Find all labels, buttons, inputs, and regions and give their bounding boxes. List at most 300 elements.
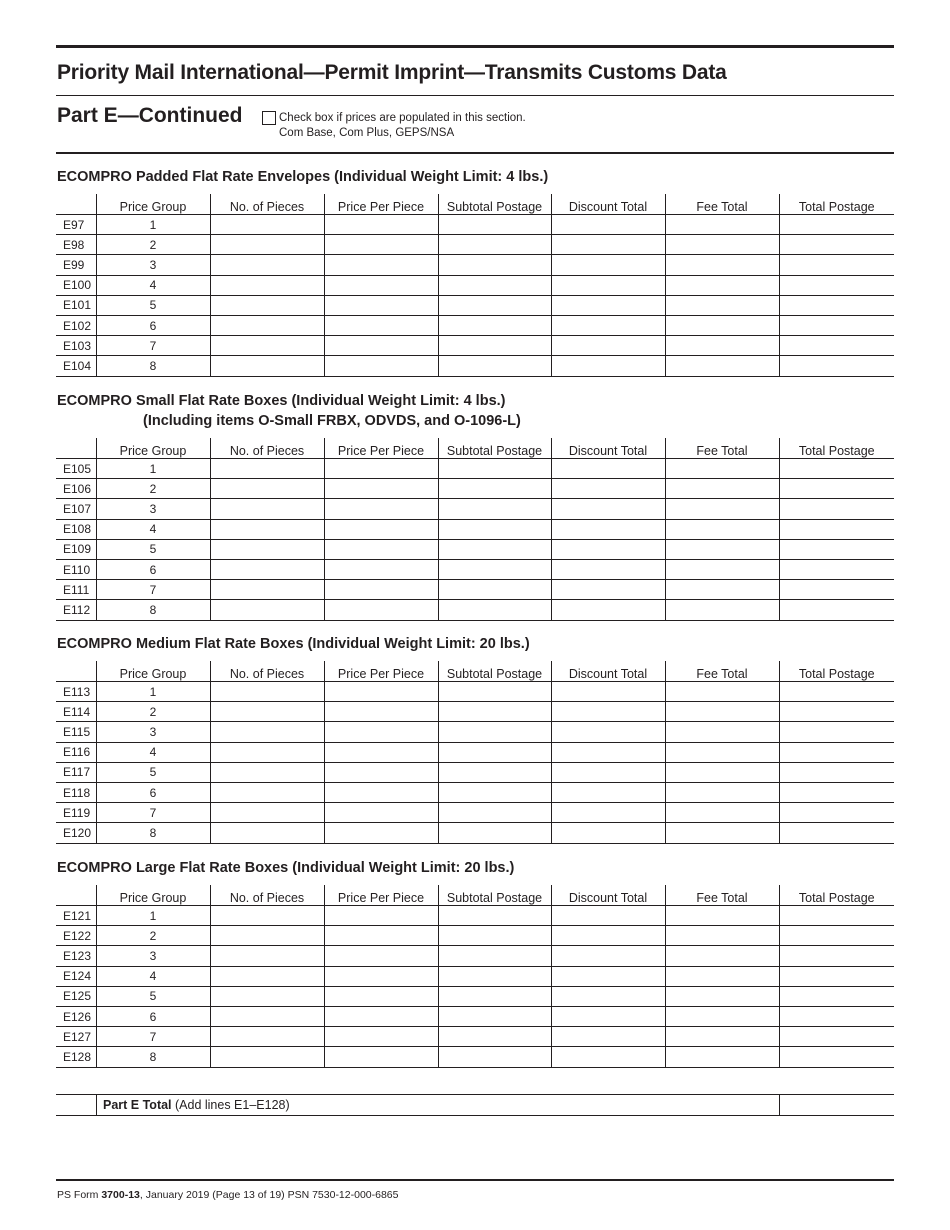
price-per-piece-cell[interactable]	[324, 702, 438, 722]
price-per-piece-cell[interactable]	[324, 580, 438, 600]
price-per-piece-cell[interactable]	[324, 295, 438, 315]
footer-form-number: 3700-13	[101, 1189, 140, 1201]
subtotal-postage-cell[interactable]	[438, 966, 551, 986]
column-header: Price Group	[96, 661, 210, 682]
column-header: No. of Pieces	[210, 194, 324, 215]
subtotal-postage-cell[interactable]	[438, 946, 551, 966]
pieces-cell[interactable]	[210, 519, 324, 539]
discount-total-cell[interactable]	[551, 1027, 665, 1047]
column-header: Price Per Piece	[324, 194, 438, 215]
line-number: E106	[56, 479, 96, 499]
total-value-cell[interactable]	[779, 1095, 780, 1115]
table-row	[56, 823, 894, 843]
pieces-cell[interactable]	[210, 559, 324, 579]
pieces-cell[interactable]	[210, 782, 324, 802]
line-number: E125	[56, 986, 96, 1006]
price-group: 1	[96, 215, 210, 235]
total-postage-cell[interactable]	[779, 906, 894, 926]
discount-total-cell[interactable]	[551, 479, 665, 499]
price-group: 3	[96, 255, 210, 275]
line-number: E126	[56, 1006, 96, 1026]
subtotal-postage-cell[interactable]	[438, 762, 551, 782]
discount-total-cell[interactable]	[551, 1006, 665, 1026]
fee-total-cell[interactable]	[665, 255, 779, 275]
pieces-cell[interactable]	[210, 215, 324, 235]
subtotal-postage-cell[interactable]	[438, 702, 551, 722]
header-blank	[56, 194, 96, 215]
subtotal-postage-cell[interactable]	[438, 275, 551, 295]
fee-total-cell[interactable]	[665, 499, 779, 519]
subtotal-postage-cell[interactable]	[438, 356, 551, 376]
pieces-cell[interactable]	[210, 275, 324, 295]
price-per-piece-cell[interactable]	[324, 356, 438, 376]
subtotal-postage-cell[interactable]	[438, 580, 551, 600]
discount-total-cell[interactable]	[551, 519, 665, 539]
section-title: ECOMPRO Large Flat Rate Boxes (Individual Weight Limit: 20 lbs.)	[57, 860, 515, 876]
fee-total-cell[interactable]	[665, 600, 779, 620]
price-group: 2	[96, 479, 210, 499]
column-header: No. of Pieces	[210, 885, 324, 906]
price-group: 8	[96, 823, 210, 843]
price-group: 8	[96, 600, 210, 620]
total-postage-cell[interactable]	[779, 823, 894, 843]
subtotal-postage-cell[interactable]	[438, 1006, 551, 1026]
fee-total-cell[interactable]	[665, 722, 779, 742]
line-number: E98	[56, 235, 96, 255]
fee-total-cell[interactable]	[665, 315, 779, 335]
section-subtitle: (Including items O-Small FRBX, ODVDS, and O-1096-L)	[143, 413, 521, 429]
subtotal-postage-cell[interactable]	[438, 803, 551, 823]
pieces-cell[interactable]	[210, 580, 324, 600]
column-header: Price Per Piece	[324, 438, 438, 459]
footer-rule	[56, 1179, 894, 1181]
price-group: 1	[96, 682, 210, 702]
total-postage-cell[interactable]	[779, 600, 894, 620]
total-postage-cell[interactable]	[779, 580, 894, 600]
fee-total-cell[interactable]	[665, 926, 779, 946]
fee-total-cell[interactable]	[665, 986, 779, 1006]
total-postage-cell[interactable]	[779, 966, 894, 986]
pieces-cell[interactable]	[210, 315, 324, 335]
total-postage-cell[interactable]	[779, 722, 894, 742]
fee-total-cell[interactable]	[665, 702, 779, 722]
subtotal-postage-cell[interactable]	[438, 926, 551, 946]
subtotal-postage-cell[interactable]	[438, 295, 551, 315]
price-group: 2	[96, 702, 210, 722]
fee-total-cell[interactable]	[665, 235, 779, 255]
section-title: ECOMPRO Padded Flat Rate Envelopes (Individual Weight Limit: 4 lbs.)	[57, 169, 549, 185]
column-header: Fee Total	[665, 661, 779, 682]
price-group: 4	[96, 742, 210, 762]
fee-total-cell[interactable]	[665, 336, 779, 356]
price-per-piece-cell[interactable]	[324, 519, 438, 539]
total-postage-cell[interactable]	[779, 946, 894, 966]
header-blank	[56, 438, 96, 459]
price-per-piece-cell[interactable]	[324, 782, 438, 802]
total-postage-cell[interactable]	[779, 742, 894, 762]
subtotal-postage-cell[interactable]	[438, 215, 551, 235]
line-number: E124	[56, 966, 96, 986]
discount-total-cell[interactable]	[551, 215, 665, 235]
subtotal-postage-cell[interactable]	[438, 682, 551, 702]
total-postage-cell[interactable]	[779, 356, 894, 376]
price-per-piece-cell[interactable]	[324, 600, 438, 620]
column-header: Total Postage	[779, 438, 894, 459]
subtotal-postage-cell[interactable]	[438, 559, 551, 579]
total-postage-cell[interactable]	[779, 539, 894, 559]
total-postage-cell[interactable]	[779, 499, 894, 519]
table-row	[56, 722, 894, 742]
line-number: E104	[56, 356, 96, 376]
price-group: 7	[96, 803, 210, 823]
fee-total-cell[interactable]	[665, 823, 779, 843]
subtotal-postage-cell[interactable]	[438, 479, 551, 499]
discount-total-cell[interactable]	[551, 499, 665, 519]
total-postage-cell[interactable]	[779, 986, 894, 1006]
pieces-cell[interactable]	[210, 1027, 324, 1047]
column-header: Discount Total	[551, 885, 665, 906]
price-per-piece-cell[interactable]	[324, 255, 438, 275]
total-postage-cell[interactable]	[779, 459, 894, 479]
subtotal-postage-cell[interactable]	[438, 255, 551, 275]
subtotal-postage-cell[interactable]	[438, 539, 551, 559]
pieces-cell[interactable]	[210, 255, 324, 275]
line-number: E110	[56, 559, 96, 579]
pieces-cell[interactable]	[210, 823, 324, 843]
fee-total-cell[interactable]	[665, 559, 779, 579]
total-postage-cell[interactable]	[779, 215, 894, 235]
fee-total-cell[interactable]	[665, 275, 779, 295]
discount-total-cell[interactable]	[551, 600, 665, 620]
price-per-piece-cell[interactable]	[324, 946, 438, 966]
discount-total-cell[interactable]	[551, 722, 665, 742]
total-postage-cell[interactable]	[779, 336, 894, 356]
subtotal-postage-cell[interactable]	[438, 459, 551, 479]
discount-total-cell[interactable]	[551, 926, 665, 946]
price-per-piece-cell[interactable]	[324, 499, 438, 519]
discount-total-cell[interactable]	[551, 782, 665, 802]
total-postage-cell[interactable]	[779, 1027, 894, 1047]
total-postage-cell[interactable]	[779, 1006, 894, 1026]
price-per-piece-cell[interactable]	[324, 539, 438, 559]
table-row	[56, 966, 894, 986]
discount-total-cell[interactable]	[551, 539, 665, 559]
line-number: E97	[56, 215, 96, 235]
price-per-piece-cell[interactable]	[324, 682, 438, 702]
line-number: E111	[56, 580, 96, 600]
price-group: 6	[96, 1006, 210, 1026]
subtotal-postage-cell[interactable]	[438, 782, 551, 802]
checkbox-label	[279, 111, 526, 141]
price-per-piece-cell[interactable]	[324, 906, 438, 926]
price-group: 5	[96, 986, 210, 1006]
line-number: E127	[56, 1027, 96, 1047]
fee-total-cell[interactable]	[665, 742, 779, 762]
column-header: Subtotal Postage	[438, 438, 551, 459]
total-postage-cell[interactable]	[779, 762, 894, 782]
table-row	[56, 600, 894, 620]
subtotal-postage-cell[interactable]	[438, 315, 551, 335]
line-number: E128	[56, 1047, 96, 1067]
discount-total-cell[interactable]	[551, 275, 665, 295]
discount-total-cell[interactable]	[551, 986, 665, 1006]
discount-total-cell[interactable]	[551, 946, 665, 966]
title-rule	[56, 95, 894, 96]
line-number: E101	[56, 295, 96, 315]
discount-total-cell[interactable]	[551, 823, 665, 843]
fee-total-cell[interactable]	[665, 539, 779, 559]
price-per-piece-cell[interactable]	[324, 926, 438, 946]
pieces-cell[interactable]	[210, 459, 324, 479]
table-row	[56, 235, 894, 255]
price-per-piece-cell[interactable]	[324, 722, 438, 742]
total-postage-cell[interactable]	[779, 235, 894, 255]
total-postage-cell[interactable]	[779, 479, 894, 499]
pieces-cell[interactable]	[210, 986, 324, 1006]
discount-total-cell[interactable]	[551, 742, 665, 762]
price-per-piece-cell[interactable]	[324, 459, 438, 479]
price-group: 8	[96, 1047, 210, 1067]
column-header: Discount Total	[551, 661, 665, 682]
discount-total-cell[interactable]	[551, 906, 665, 926]
pieces-cell[interactable]	[210, 966, 324, 986]
price-per-piece-cell[interactable]	[324, 1047, 438, 1067]
discount-total-cell[interactable]	[551, 803, 665, 823]
fee-total-cell[interactable]	[665, 519, 779, 539]
pieces-cell[interactable]	[210, 946, 324, 966]
pieces-cell[interactable]	[210, 702, 324, 722]
pieces-cell[interactable]	[210, 722, 324, 742]
price-per-piece-cell[interactable]	[324, 966, 438, 986]
table-row	[56, 742, 894, 762]
total-postage-cell[interactable]	[779, 559, 894, 579]
total-postage-cell[interactable]	[779, 926, 894, 946]
subtotal-postage-cell[interactable]	[438, 336, 551, 356]
table-row	[56, 762, 894, 782]
subtotal-postage-cell[interactable]	[438, 499, 551, 519]
price-per-piece-cell[interactable]	[324, 1027, 438, 1047]
prices-populated-checkbox[interactable]	[262, 111, 276, 125]
price-per-piece-cell[interactable]	[324, 559, 438, 579]
price-group: 3	[96, 499, 210, 519]
pieces-cell[interactable]	[210, 682, 324, 702]
fee-total-cell[interactable]	[665, 479, 779, 499]
column-header: Price Group	[96, 438, 210, 459]
fee-total-cell[interactable]	[665, 803, 779, 823]
pieces-cell[interactable]	[210, 235, 324, 255]
pieces-cell[interactable]	[210, 803, 324, 823]
total-postage-cell[interactable]	[779, 295, 894, 315]
price-group: 7	[96, 580, 210, 600]
fee-total-cell[interactable]	[665, 1047, 779, 1067]
header-blank	[56, 661, 96, 682]
price-per-piece-cell[interactable]	[324, 1006, 438, 1026]
section-heading-3	[57, 634, 530, 654]
fee-total-cell[interactable]	[665, 762, 779, 782]
fee-total-cell[interactable]	[665, 215, 779, 235]
price-per-piece-cell[interactable]	[324, 235, 438, 255]
pieces-cell[interactable]	[210, 742, 324, 762]
table-row	[56, 559, 894, 579]
total-postage-cell[interactable]	[779, 255, 894, 275]
discount-total-cell[interactable]	[551, 315, 665, 335]
subtotal-postage-cell[interactable]	[438, 722, 551, 742]
fee-total-cell[interactable]	[665, 946, 779, 966]
subtotal-postage-cell[interactable]	[438, 906, 551, 926]
column-header: Price Per Piece	[324, 661, 438, 682]
price-group: 7	[96, 336, 210, 356]
price-per-piece-cell[interactable]	[324, 762, 438, 782]
total-postage-cell[interactable]	[779, 682, 894, 702]
subtotal-postage-cell[interactable]	[438, 823, 551, 843]
fee-total-cell[interactable]	[665, 356, 779, 376]
discount-total-cell[interactable]	[551, 580, 665, 600]
pieces-cell[interactable]	[210, 295, 324, 315]
total-label	[96, 1095, 290, 1115]
pieces-cell[interactable]	[210, 600, 324, 620]
fee-total-cell[interactable]	[665, 580, 779, 600]
form-title: Priority Mail International—Permit Imprint—Transmits Customs Data	[57, 61, 727, 84]
pieces-cell[interactable]	[210, 926, 324, 946]
table-row	[56, 539, 894, 559]
price-per-piece-cell[interactable]	[324, 315, 438, 335]
pieces-cell[interactable]	[210, 356, 324, 376]
discount-total-cell[interactable]	[551, 459, 665, 479]
price-per-piece-cell[interactable]	[324, 986, 438, 1006]
price-group: 6	[96, 559, 210, 579]
price-per-piece-cell[interactable]	[324, 479, 438, 499]
discount-total-cell[interactable]	[551, 966, 665, 986]
discount-total-cell[interactable]	[551, 356, 665, 376]
section-rule	[56, 152, 894, 154]
subtotal-postage-cell[interactable]	[438, 1047, 551, 1067]
column-header: Discount Total	[551, 438, 665, 459]
header-blank	[56, 885, 96, 906]
subtotal-postage-cell[interactable]	[438, 600, 551, 620]
fee-total-cell[interactable]	[665, 295, 779, 315]
top-rule	[56, 45, 894, 48]
subtotal-postage-cell[interactable]	[438, 986, 551, 1006]
pieces-cell[interactable]	[210, 499, 324, 519]
pieces-cell[interactable]	[210, 336, 324, 356]
price-per-piece-cell[interactable]	[324, 742, 438, 762]
price-group: 5	[96, 295, 210, 315]
price-per-piece-cell[interactable]	[324, 215, 438, 235]
line-number: E108	[56, 519, 96, 539]
fee-total-cell[interactable]	[665, 1006, 779, 1026]
table-row	[56, 295, 894, 315]
pieces-cell[interactable]	[210, 479, 324, 499]
section-title: ECOMPRO Small Flat Rate Boxes (Individual Weight Limit: 4 lbs.)	[57, 393, 506, 409]
table-row	[56, 336, 894, 356]
price-group: 6	[96, 782, 210, 802]
table-row	[56, 1027, 894, 1047]
discount-total-cell[interactable]	[551, 235, 665, 255]
total-postage-cell[interactable]	[779, 782, 894, 802]
discount-total-cell[interactable]	[551, 682, 665, 702]
line-number: E112	[56, 600, 96, 620]
column-header: Subtotal Postage	[438, 885, 551, 906]
pieces-cell[interactable]	[210, 762, 324, 782]
fee-total-cell[interactable]	[665, 782, 779, 802]
price-group: 2	[96, 235, 210, 255]
line-number: E113	[56, 682, 96, 702]
discount-total-cell[interactable]	[551, 255, 665, 275]
pieces-cell[interactable]	[210, 1006, 324, 1026]
price-group: 2	[96, 926, 210, 946]
table-row	[56, 499, 894, 519]
total-postage-cell[interactable]	[779, 702, 894, 722]
line-number: E117	[56, 762, 96, 782]
fee-total-cell[interactable]	[665, 682, 779, 702]
price-per-piece-cell[interactable]	[324, 803, 438, 823]
pieces-cell[interactable]	[210, 906, 324, 926]
price-per-piece-cell[interactable]	[324, 823, 438, 843]
fee-total-cell[interactable]	[665, 1027, 779, 1047]
discount-total-cell[interactable]	[551, 762, 665, 782]
line-number: E114	[56, 702, 96, 722]
pieces-cell[interactable]	[210, 1047, 324, 1067]
price-group: 6	[96, 315, 210, 335]
discount-total-cell[interactable]	[551, 559, 665, 579]
subtotal-postage-cell[interactable]	[438, 742, 551, 762]
column-header: Fee Total	[665, 438, 779, 459]
checkbox-label-text: Check box if prices are populated in this section.	[279, 112, 526, 124]
discount-total-cell[interactable]	[551, 295, 665, 315]
total-postage-cell[interactable]	[779, 275, 894, 295]
form-footer	[57, 1189, 398, 1201]
line-number: E102	[56, 315, 96, 335]
table-row	[56, 782, 894, 802]
table-row	[56, 803, 894, 823]
column-header: Price Per Piece	[324, 885, 438, 906]
table-row	[56, 580, 894, 600]
column-header: Subtotal Postage	[438, 661, 551, 682]
fee-total-cell[interactable]	[665, 906, 779, 926]
subtotal-postage-cell[interactable]	[438, 235, 551, 255]
subtotal-postage-cell[interactable]	[438, 519, 551, 539]
checkbox-sub-text: Com Base, Com Plus, GEPS/NSA	[279, 127, 455, 139]
price-group: 8	[96, 356, 210, 376]
fee-total-cell[interactable]	[665, 459, 779, 479]
column-header: Fee Total	[665, 885, 779, 906]
section-heading-4	[57, 858, 514, 878]
part-e-total-row	[56, 1094, 894, 1116]
line-number: E122	[56, 926, 96, 946]
price-per-piece-cell[interactable]	[324, 275, 438, 295]
table-row	[56, 459, 894, 479]
price-per-piece-cell[interactable]	[324, 336, 438, 356]
table-row	[56, 315, 894, 335]
column-header: Total Postage	[779, 661, 894, 682]
total-postage-cell[interactable]	[779, 519, 894, 539]
discount-total-cell[interactable]	[551, 1047, 665, 1067]
total-postage-cell[interactable]	[779, 315, 894, 335]
part-heading: Part E—Continued	[57, 104, 243, 127]
subtotal-postage-cell[interactable]	[438, 1027, 551, 1047]
discount-total-cell[interactable]	[551, 336, 665, 356]
total-postage-cell[interactable]	[779, 1047, 894, 1067]
fee-total-cell[interactable]	[665, 966, 779, 986]
pieces-cell[interactable]	[210, 539, 324, 559]
discount-total-cell[interactable]	[551, 702, 665, 722]
line-number: E121	[56, 906, 96, 926]
section-table-1	[56, 194, 894, 377]
column-header: Price Group	[96, 885, 210, 906]
total-postage-cell[interactable]	[779, 803, 894, 823]
line-number: E120	[56, 823, 96, 843]
table-row	[56, 255, 894, 275]
